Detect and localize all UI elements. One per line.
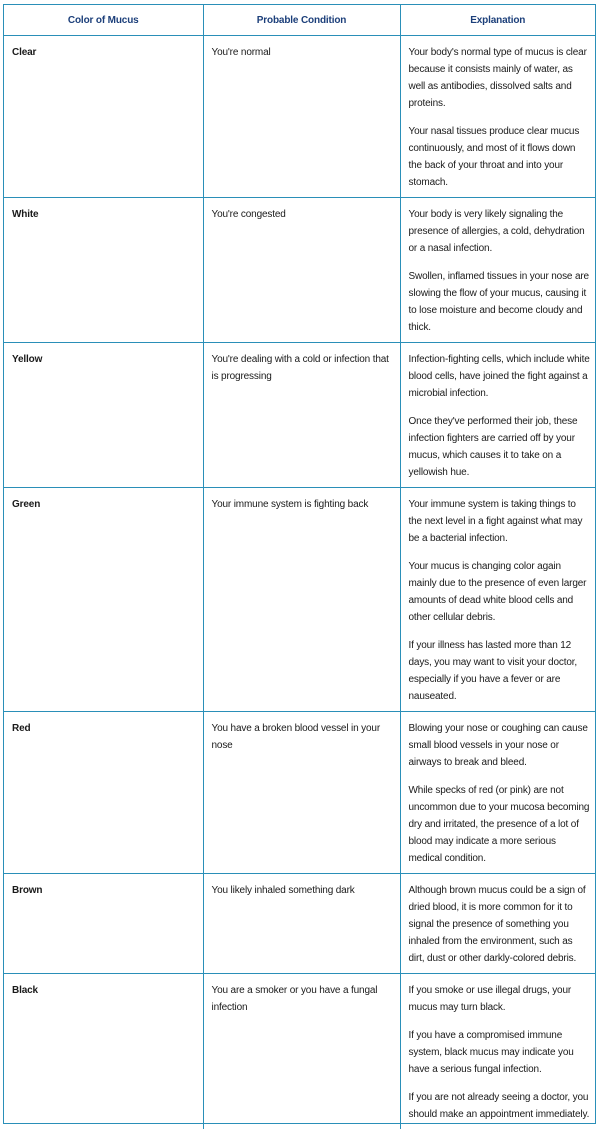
table-row — [4, 712, 595, 874]
explanation-paragraph: If you have a compromised immune system, black mucus may indicate you have a serious fungal infection. — [408, 1030, 574, 1075]
explanation-paragraph: Your mucus is changing color again mainly due to the presence of even larger amounts of dead white blood cells and other cellular debris. — [408, 561, 587, 623]
color-cell: White — [4, 198, 203, 343]
header-probable-condition: Probable Condition — [203, 5, 400, 36]
condition-cell: Your immune system is fighting back — [203, 488, 400, 712]
explanation-paragraph: Your nasal tissues produce clear mucus continuously, and most of it flows down the back of your throat and into your stomach. — [408, 126, 580, 188]
condition-cell: You're congested — [203, 198, 400, 343]
explanation-paragraph: Once they've performed their job, these infection fighters are carried off by your mucus, which causes it to take on a yellowish hue. — [408, 416, 578, 478]
table-row — [4, 974, 595, 1129]
color-cell: Brown — [4, 874, 203, 974]
explanation-paragraph: Infection-fighting cells, which include white blood cells, have joined the fight against a microbial infection. — [408, 354, 590, 399]
explanation-cell — [400, 874, 595, 974]
table-header-row — [4, 5, 595, 36]
explanation-paragraph: Your body's normal type of mucus is clear because it consists mainly of water, as well as antibodies, dissolved salts and proteins. — [408, 47, 587, 109]
explanation-paragraph: If your illness has lasted more than 12 days, you may want to visit your doctor, especially if you have a fever or are nauseated. — [408, 640, 578, 702]
color-cell: Green — [4, 488, 203, 712]
explanation-paragraph: If you are not already seeing a doctor, you should make an appointment immediately. — [408, 1092, 590, 1120]
explanation-paragraph: Your immune system is taking things to the next level in a fight against what may be a bacterial infection. — [408, 499, 583, 544]
table-row — [4, 36, 595, 198]
explanation-cell — [400, 36, 595, 198]
color-cell: Clear — [4, 36, 203, 198]
mucus-color-table-container — [3, 4, 596, 1124]
explanation-cell — [400, 712, 595, 874]
table-row — [4, 488, 595, 712]
mucus-color-table — [4, 5, 595, 1129]
table-row — [4, 343, 595, 488]
header-color-of-mucus: Color of Mucus — [4, 5, 203, 36]
condition-cell: You have a broken blood vessel in your nose — [203, 712, 400, 874]
condition-cell: You're dealing with a cold or infection that is progressing — [203, 343, 400, 488]
explanation-cell — [400, 488, 595, 712]
explanation-paragraph: Although brown mucus could be a sign of dried blood, it is more common for it to signal the presence of something you inhaled from the environment, such as dirt, dust or other darkly-colored debris. — [408, 885, 586, 964]
color-cell: Red — [4, 712, 203, 874]
explanation-paragraph: Swollen, inflamed tissues in your nose are slowing the flow of your mucus, causing it to lose moisture and become cloudy and thick. — [408, 271, 589, 333]
color-cell: Black — [4, 974, 203, 1129]
explanation-paragraph: If you smoke or use illegal drugs, your mucus may turn black. — [408, 985, 572, 1013]
explanation-paragraph: Blowing your nose or coughing can cause small blood vessels in your nose or airways to break and bleed. — [408, 723, 588, 768]
explanation-paragraph: While specks of red (or pink) are not uncommon due to your mucosa becoming dry and irritated, the presence of a lot of blood may indicate a more serious medical condition. — [408, 785, 590, 864]
table-row — [4, 874, 595, 974]
condition-cell: You likely inhaled something dark — [203, 874, 400, 974]
explanation-paragraph: Your body is very likely signaling the presence of allergies, a cold, dehydration or a nasal infection. — [408, 209, 585, 254]
table-row — [4, 198, 595, 343]
explanation-cell — [400, 974, 595, 1129]
explanation-cell — [400, 343, 595, 488]
condition-cell: You are a smoker or you have a fungal infection — [203, 974, 400, 1129]
header-explanation: Explanation — [400, 5, 595, 36]
explanation-cell — [400, 198, 595, 343]
condition-cell: You're normal — [203, 36, 400, 198]
color-cell: Yellow — [4, 343, 203, 488]
